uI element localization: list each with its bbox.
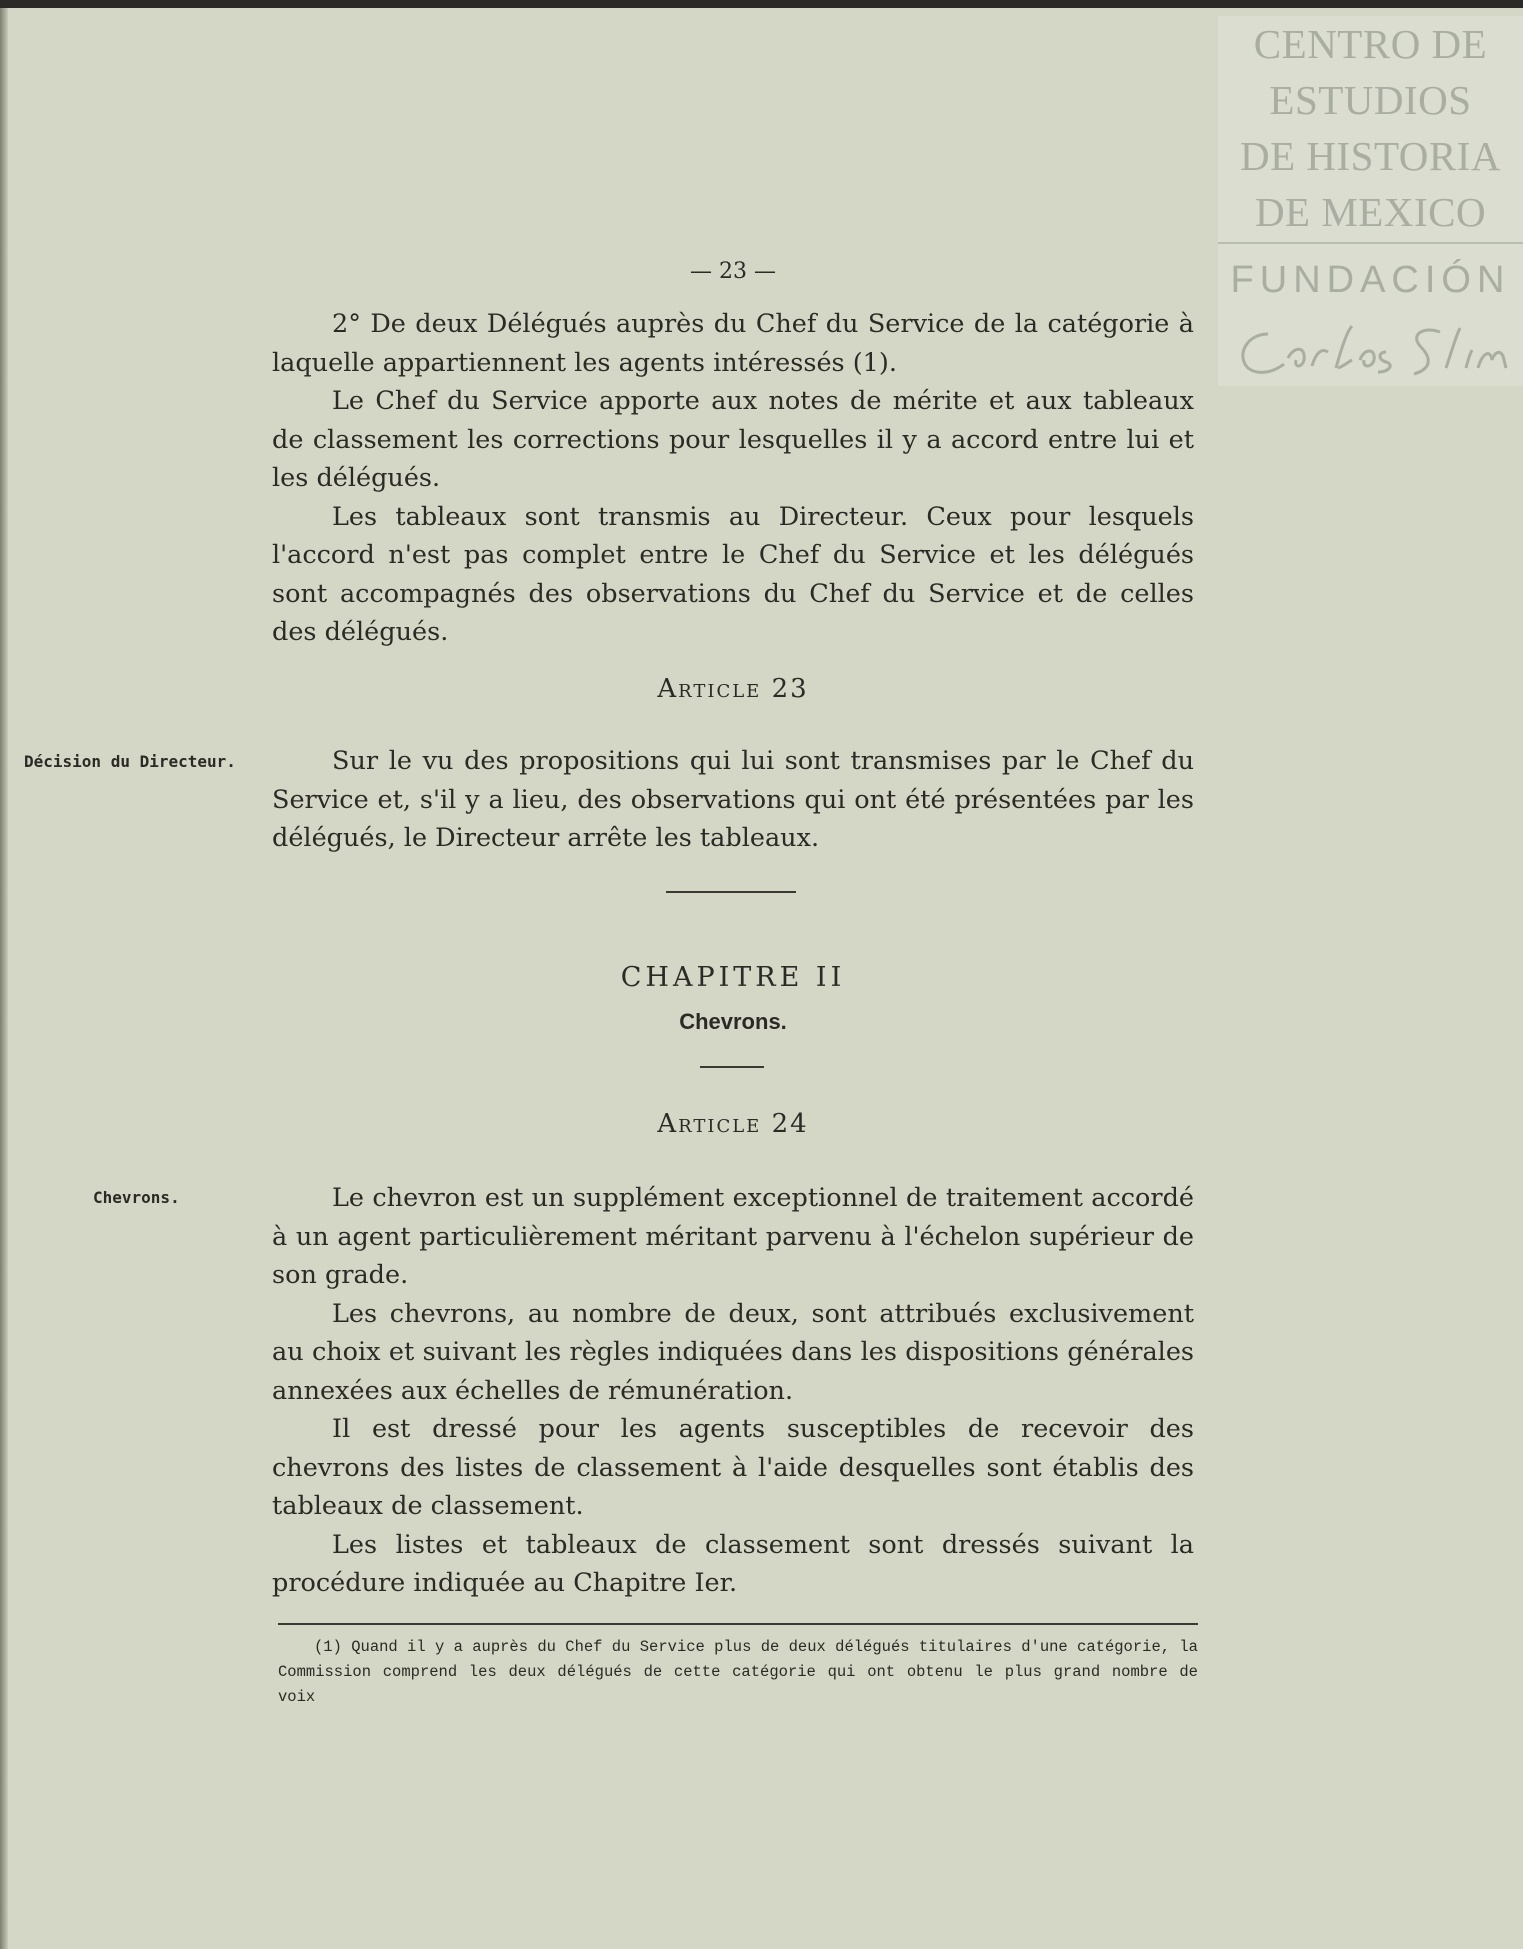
margin-note-chevrons: Chevrons. xyxy=(93,1188,180,1207)
article-24-text xyxy=(272,1179,1194,1603)
paragraph-transmission: Les tableaux sont transmis au Directeur. Ceux pour lesquels l'accord n'est pas complet entre le Chef du Service et les délégués sont accompagnés des observations du Chef du Service et de celles des délégués. xyxy=(272,501,1194,647)
page-edge-shadow xyxy=(0,8,8,1949)
paragraph-delegates: 2° De deux Délégués auprès du Chef du Service de la catégorie à laquelle appartiennent les agents intéressés (1). xyxy=(272,309,1194,378)
footnote-rule xyxy=(278,1623,1198,1625)
article-22-text xyxy=(272,305,1194,652)
paragraph-decision: Sur le vu des propositions qui lui sont transmises par le Chef du Service et, s'il y a lieu, des observations qui ont été présentées par les délégués, le Directeur arrête les tableaux. xyxy=(272,746,1194,853)
paragraph-chevron-procedure: Les listes et tableaux de classement sont dressés suivant la procédure indiquée au Chapitre Ier. xyxy=(272,1529,1194,1598)
paragraph-chevron-lists: Il est dressé pour les agents susceptibles de recevoir des chevrons des listes de classement à l'aide desquelles sont établis des tableaux de classement. xyxy=(272,1414,1194,1521)
archive-watermark xyxy=(1218,16,1523,386)
article-23-heading: Article 23 xyxy=(657,674,809,704)
article-23-text xyxy=(272,742,1194,858)
paragraph-chevron-count: Les chevrons, au nombre de deux, sont attribués exclusivement au choix et suivant les règles indiquées dans les dispositions générales annexées aux échelles de rémunération. xyxy=(272,1298,1194,1406)
footnote-text: (1) Quand il y a auprès du Chef du Service plus de deux délégués titulaires d'une catégorie, la Commission comprend les deux délégués de cette catégorie qui ont obtenu le plus grand nombre de voix xyxy=(278,1638,1198,1706)
watermark-divider xyxy=(1218,242,1523,244)
paragraph-corrections: Le Chef du Service apporte aux notes de mérite et aux tableaux de classement les corrections pour lesquelles il y a accord entre lui et les délégués. xyxy=(272,386,1194,493)
watermark-line-1: CENTRO DE xyxy=(1253,21,1488,67)
paragraph-chevron-definition: Le chevron est un supplément exceptionnel de traitement accordé à un agent particulièrement méritant parvenu à l'échelon supérieur de son grade. xyxy=(272,1183,1194,1290)
page-number: — 23 — xyxy=(690,259,776,284)
watermark-line-2: ESTUDIOS xyxy=(1269,77,1472,123)
chapter-subtitle: Chevrons. xyxy=(679,1009,787,1034)
signature-text xyxy=(1228,316,1518,436)
footnote xyxy=(278,1635,1198,1710)
article-24-heading: Article 24 xyxy=(657,1109,809,1139)
watermark-line-3: DE HISTORIA xyxy=(1240,133,1501,179)
margin-note-decision: Décision du Directeur. xyxy=(24,752,236,771)
watermark-fundacion: FUNDACIÓN xyxy=(1230,259,1511,301)
chapter-title: CHAPITRE II xyxy=(620,962,846,993)
chapter-divider xyxy=(700,1066,764,1068)
watermark-line-4: DE MEXICO xyxy=(1254,189,1487,235)
section-divider xyxy=(666,891,796,893)
